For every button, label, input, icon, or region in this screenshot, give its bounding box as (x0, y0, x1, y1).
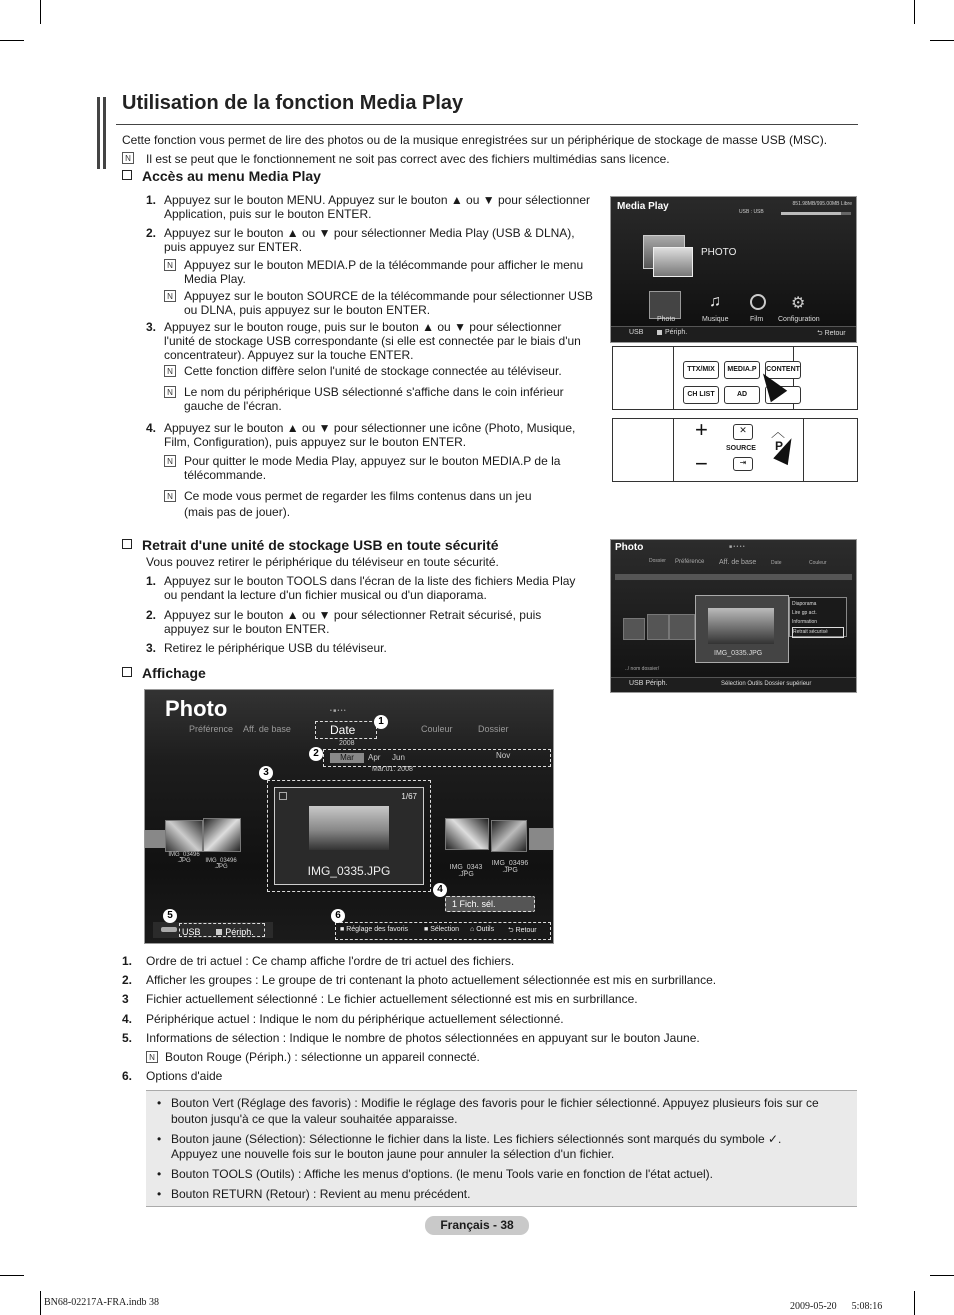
section-heading-remove: Retrait d'une unité de stockage USB en toute sécurité (122, 537, 499, 553)
group-mar[interactable]: Mar (330, 753, 364, 763)
photo-large-screen (144, 689, 554, 944)
icon-label-film: Film (750, 316, 764, 323)
tab-color[interactable]: Couleur (421, 724, 453, 734)
step-text: Appuyez sur le bouton MENU. Appuyez sur le bouton ▲ ou ▼ pour sélectionner (164, 193, 590, 207)
note-icon: N (164, 490, 176, 502)
step-text: Appuyez sur le bouton ▲ ou ▼ pour sélectionner Media Play (USB & DLNA), (164, 226, 575, 240)
checkbox-icon[interactable] (279, 792, 287, 800)
menu-item-safe-remove[interactable]: Retrait sécurisé (792, 627, 844, 638)
group-bar[interactable] (323, 749, 551, 767)
camera-icon (653, 247, 693, 277)
note-text: ou DLNA, puis appuyez sur le bouton ENTER. (184, 303, 431, 317)
step-text: Retirez le périphérique USB du téléviseur. (164, 641, 387, 655)
storage-info: 851.98MB/995.00MB Libre (792, 201, 852, 207)
remote-bottom (612, 418, 858, 482)
footer-help: Sélection Outils Dossier supérieur (721, 681, 812, 687)
note-text: Cette fonction diffère selon l'unité de stockage connectée au téléviseur. (184, 364, 562, 378)
page-dots: ■ • • • • (729, 544, 745, 550)
intro-text: Cette fonction vous permet de lire des photos ou de la musique enregistrées sur un périphérique de stockage de masse USB (MSC). (122, 133, 828, 147)
ttx-mix-button[interactable]: TTX/MIX (683, 361, 719, 379)
favorites-help: ■ Réglage des favoris (340, 926, 409, 933)
file-name: IMG_03496 .JPG (168, 852, 200, 864)
help-text: Bouton TOOLS (Outils) : Affiche les menus d'options. (le menu Tools varie en fonction de l'état actuel). (171, 1167, 713, 1181)
year-label: 2008 (339, 740, 355, 747)
note-text: Appuyez sur le bouton SOURCE de la télécommande pour sélectionner USB (184, 289, 593, 303)
media-p-button[interactable]: MEDIA.P (724, 361, 760, 379)
usb-label: USB : USB (739, 209, 764, 215)
footer-return: ⮌ Retour (817, 330, 846, 337)
footer-periph: Périph. (665, 329, 688, 336)
source-button[interactable]: ⇥ (733, 457, 753, 471)
step-text: Appuyez sur le bouton ▲ ou ▼ pour sélectionner une icône (Photo, Musique, (164, 421, 576, 435)
note-icon: N (146, 1051, 158, 1063)
help-text: Bouton RETURN (Retour) : Revient au menu précédent. (171, 1187, 471, 1201)
step-text: Appuyez sur le bouton TOOLS dans l'écran de la liste des fichiers Media Play (164, 574, 576, 588)
tab-basic[interactable]: Aff. de base (719, 559, 757, 566)
note-text: télécommande. (184, 468, 267, 482)
gear-icon[interactable]: ⚙ (791, 295, 806, 312)
footer-date: 2009-05-20 5:08:16 (790, 1301, 883, 1312)
footer-file: BN68-02217A-FRA.indb 38 (44, 1297, 160, 1308)
page-dots: • ■ • • • (330, 708, 346, 714)
tab-date: Date (330, 723, 356, 737)
return-help: ⮌ Retour (508, 927, 537, 934)
selected-image (309, 806, 389, 850)
note-text: (mais pas de jouer). (184, 505, 291, 519)
file-name: IMG_03496 .JPG (205, 858, 237, 870)
legend-item: Afficher les groupes : Le groupe de tri contenant la photo actuellement sélectionnée est mis en surbrillance. (146, 973, 717, 987)
step-text: appuyez sur le bouton ENTER. (164, 622, 330, 636)
device-area (153, 922, 273, 938)
step-text: Appuyez sur le bouton ▲ ou ▼ pour sélectionner Retrait sécurisé, puis (164, 608, 542, 622)
section-heading-access: Accès au menu Media Play (122, 168, 321, 184)
red-button-icon (216, 929, 222, 935)
selection-help: ■ Sélection (424, 926, 459, 933)
crop-mark (930, 40, 954, 41)
tab-preference[interactable]: Préférence (675, 559, 705, 565)
thumbnail[interactable] (491, 820, 527, 852)
callout-badge: 2 (309, 747, 323, 761)
tools-help: ⌂ Outils (470, 926, 495, 933)
note-icon: N (164, 259, 176, 271)
channel-up-icon[interactable]: ︿ (771, 424, 785, 440)
title-bar (103, 97, 106, 169)
usb-icon (161, 927, 177, 932)
note-icon: N (164, 365, 176, 377)
menu-item-information[interactable]: Information (792, 619, 818, 625)
crop-mark (40, 1291, 41, 1315)
thumbnail[interactable] (529, 828, 553, 850)
intro-note: Il est se peut que le fonctionnement ne soit pas correct avec des fichiers multimédias sans licence. (146, 152, 670, 166)
footer-device: USB Périph. (629, 680, 668, 687)
menu-item-slideshow[interactable]: Diaporama (792, 601, 817, 607)
note-text: Media Play. (184, 272, 246, 286)
legend-item: Ordre de tri actuel : Ce champ affiche l'ordre de tri actuel des fichiers. (146, 954, 515, 968)
icon-label-config: Configuration (778, 316, 820, 323)
ch-list-button[interactable]: CH LIST (683, 386, 719, 404)
current-device[interactable]: USB Périph. (179, 923, 265, 937)
group-jun[interactable]: Jun (392, 753, 405, 762)
group-apr[interactable]: Apr (368, 753, 381, 762)
tab-folder[interactable]: Dossier (649, 558, 666, 564)
tab-preference[interactable]: Préférence (189, 724, 234, 734)
file-name: IMG_0343 .JPG (449, 864, 483, 878)
callout-badge: 5 (163, 909, 177, 923)
remote-top (612, 346, 858, 410)
step-text: concentrateur). Appuyez sur la touche ENTER. (164, 348, 414, 362)
music-icon[interactable]: ♫ (709, 293, 721, 310)
thumbnail[interactable] (445, 818, 489, 850)
photo-small-screen (610, 539, 857, 693)
step-text: Appuyez sur le bouton rouge, puis sur le bouton ▲ ou ▼ pour sélectionner (164, 320, 562, 334)
callout-badge: 1 (374, 715, 388, 729)
legend-item: Fichier actuellement sélectionné : Le fichier actuellement sélectionné est mis en surbrillance. (146, 992, 638, 1006)
icon-label-photo: Photo (657, 316, 676, 323)
tab-date[interactable]: Date (771, 560, 782, 566)
mute-icon[interactable]: ✕ (733, 424, 753, 440)
volume-up-icon[interactable]: + (695, 417, 708, 442)
thumbnail[interactable] (203, 818, 241, 852)
note-icon: N (164, 455, 176, 467)
group-bar (615, 574, 852, 580)
title-bar (97, 97, 100, 169)
note-text: Appuyez sur le bouton MEDIA.P de la télécommande pour afficher le menu (184, 258, 584, 272)
note-text: gauche de l'écran. (184, 399, 282, 413)
thumbnail[interactable] (145, 830, 165, 848)
thumbnail[interactable] (647, 614, 669, 640)
storage-bar (781, 212, 851, 215)
footer-usb: USB (629, 329, 644, 336)
folder-note: ../ nom dossier/ (625, 666, 660, 672)
remove-intro: Vous pouvez retirer le périphérique du téléviseur en toute sécurité. (146, 555, 499, 569)
note-text: Le nom du périphérique USB sélectionné s'affiche dans le coin inférieur (184, 385, 564, 399)
icon-label-music: Musique (702, 316, 729, 323)
selected-file[interactable] (267, 780, 431, 892)
category-label: PHOTO (701, 247, 737, 258)
help-text: Bouton Vert (Réglage des favoris) : Modifie le réglage des favoris pour le fichier sélectionné. Appuyez plusieurs fois sur ce (171, 1096, 819, 1110)
selection-info: 1 Fich. sél. (445, 896, 535, 912)
thumbnail[interactable] (669, 614, 695, 640)
step-text: puis appuyez sur ENTER. (164, 240, 303, 254)
step-text: l'unité de stockage USB correspondante (si elle est connectée par le biais d'un (164, 334, 581, 348)
screen-title: Media Play (617, 201, 669, 212)
red-button-icon (657, 330, 662, 335)
source-label: SOURCE (726, 445, 756, 452)
step-text: Application, puis sur le bouton ENTER. (164, 207, 372, 221)
title-rule (116, 124, 858, 125)
ad-button[interactable]: AD (724, 386, 760, 404)
channel-label: P (775, 439, 784, 453)
help-text: Bouton jaune (Sélection): Sélectionne le fichier dans la liste. Les fichiers sélectionnés sont marqués du symbole ✓. (171, 1132, 782, 1146)
crop-mark (0, 40, 24, 41)
thumbnail[interactable] (165, 820, 203, 852)
volume-down-icon[interactable]: − (695, 451, 708, 476)
legend-item: Informations de sélection : Indique le nombre de photos sélectionnées en appuyant sur le bouton Jaune. (146, 1031, 700, 1045)
note-icon: N (164, 290, 176, 302)
tab-folder[interactable]: Dossier (478, 724, 509, 734)
content-button[interactable]: CONTENT (765, 361, 801, 379)
legend-item: Options d'aide (146, 1069, 223, 1083)
callout-badge: 3 (259, 766, 273, 780)
crop-mark (930, 1275, 954, 1276)
menu-item-play-group[interactable]: Lire gp act. (792, 610, 817, 616)
photo-icon[interactable] (649, 291, 681, 319)
tools-menu (789, 597, 847, 637)
help-text: bouton jusqu'à ce que la valeur souhaitée apparaisse. (171, 1112, 458, 1126)
tab-basic[interactable]: Aff. de base (243, 724, 291, 734)
legend-note: Bouton Rouge (Périph.) : sélectionne un appareil connecté. (165, 1050, 480, 1064)
step-text: Film, Configuration), puis appuyez sur le bouton ENTER. (164, 435, 467, 449)
step-text: ou pendant la lecture d'un fichier musical ou d'un diaporama. (164, 588, 487, 602)
group-nov[interactable]: Nov (496, 751, 511, 760)
legend-item: Périphérique actuel : Indique le nom du périphérique actuellement sélectionné. (146, 1012, 564, 1026)
crop-mark (40, 0, 41, 24)
crop-mark (0, 1275, 24, 1276)
date-line: Mar.01. 2008 (372, 766, 413, 773)
mediaplay-screen (610, 196, 857, 343)
note-text: Ce mode vous permet de regarder les films contenus dans un jeu (184, 489, 532, 503)
tab-color[interactable]: Couleur (809, 560, 827, 566)
crop-mark (914, 0, 915, 24)
film-icon[interactable] (750, 294, 766, 310)
section-heading-display: Affichage (122, 665, 206, 681)
note-icon: N (164, 386, 176, 398)
note-text: Pour quitter le mode Media Play, appuyez sur le bouton MEDIA.P de la (184, 454, 561, 468)
selected-thumbnail[interactable] (695, 595, 789, 663)
file-name: IMG_03496 .JPG (491, 860, 529, 874)
page-number: Français - 38 (425, 1216, 529, 1235)
callout-badge: 6 (331, 909, 345, 923)
callout-badge: 4 (433, 883, 447, 897)
file-counter: 1/67 (401, 792, 417, 801)
screen-title: Photo (615, 542, 644, 553)
note-icon: N (122, 152, 134, 164)
screen-title: Photo (165, 696, 228, 721)
page-title: Utilisation de la fonction Media Play (122, 92, 464, 114)
help-text: Appuyez une nouvelle fois sur le bouton jaune pour annuler la sélection d'un fichier. (171, 1147, 615, 1161)
help-options (335, 922, 551, 940)
current-sort-field[interactable] (315, 721, 377, 739)
thumbnail[interactable] (623, 618, 645, 640)
file-name: IMG_0335.JPG (307, 864, 391, 878)
crop-mark (914, 1291, 915, 1315)
file-name: IMG_0335.JPG (714, 650, 763, 657)
